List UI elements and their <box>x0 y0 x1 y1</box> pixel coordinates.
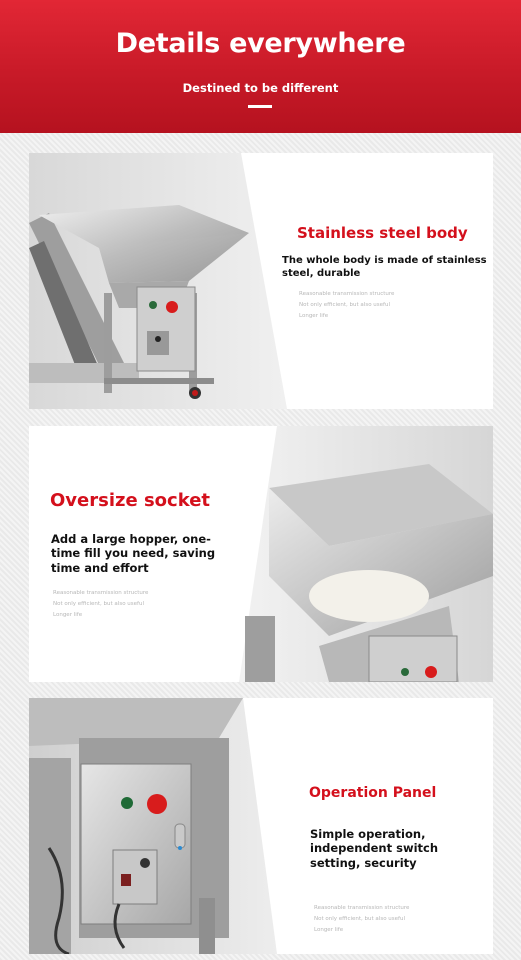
section-desc-stainless: The whole body is made of stainless steel, durable <box>282 255 487 279</box>
page-title: Details everywhere <box>115 28 406 59</box>
feature-card-stainless-body <box>29 153 493 409</box>
section-title-oversize: Oversize socket <box>50 490 211 511</box>
feature-card-oversize-socket <box>29 426 493 682</box>
hopper-machine-photo <box>29 153 493 409</box>
note-1: Reasonable transmission structure <box>314 905 410 911</box>
section-desc-operation: Simple operation, independent switch setting, security <box>310 827 439 870</box>
section-title-stainless: Stainless steel body <box>297 224 468 242</box>
note-1: Reasonable transmission structure <box>53 590 149 596</box>
page-header <box>0 0 521 133</box>
note-2: Not only efficient, but also useful <box>53 601 144 607</box>
title-underline <box>248 105 272 108</box>
note-2: Not only efficient, but also useful <box>299 302 390 308</box>
note-2: Not only efficient, but also useful <box>314 916 405 922</box>
section-title-operation: Operation Panel <box>309 785 437 801</box>
note-1: Reasonable transmission structure <box>299 291 395 297</box>
section-desc-oversize: Add a large hopper, one-time fill you need, saving time and effort <box>51 532 216 575</box>
control-panel-photo <box>29 698 493 954</box>
note-3: Longer life <box>53 612 83 618</box>
note-3: Longer life <box>314 927 344 933</box>
note-3: Longer life <box>299 313 329 319</box>
feature-card-operation-panel <box>29 698 493 954</box>
page-subtitle: Destined to be different <box>182 81 339 95</box>
